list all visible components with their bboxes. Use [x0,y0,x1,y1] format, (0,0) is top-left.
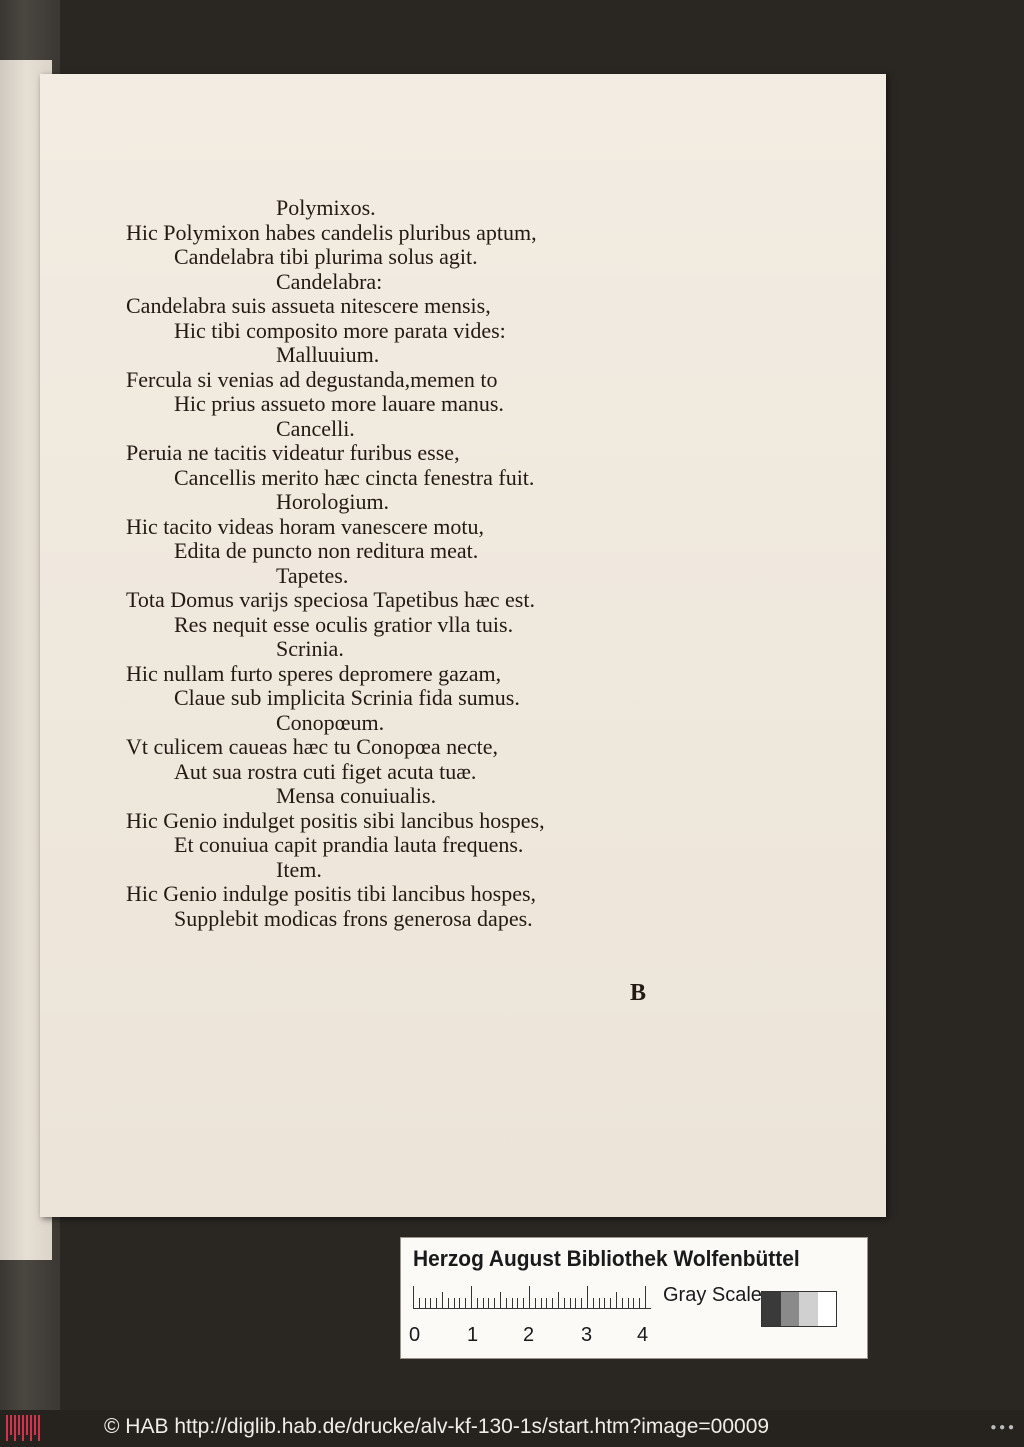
ruler-tick [454,1298,455,1308]
poem-heading: Polymixos. [276,195,376,220]
poem-line: Hic nullam furto speres depromere gazam, [126,660,502,686]
ruler-tick [523,1298,524,1308]
ruler-tick [448,1298,449,1308]
poem-line: Candelabra suis assueta nitescere mensis, [126,293,491,318]
poem-line: Vt culicem caueas hæc tu Conopœa necte, [126,734,499,759]
library-label [400,1237,868,1359]
ruler-tick [500,1292,501,1308]
ruler-tick [541,1298,542,1308]
ruler-tick [483,1298,484,1308]
gray-swatch [818,1292,837,1326]
ruler-tick [442,1292,443,1308]
ruler-tick [628,1298,629,1308]
poem-line: Supplebit modicas frons generosa dapes. [174,905,533,931]
poem-heading: Candelabra: [276,268,383,294]
ruler-tick [494,1298,495,1308]
ruler-number: 2 [523,1324,535,1346]
poem-heading: Scrinia. [276,636,344,661]
ruler-tick [506,1298,507,1308]
ruler-tick [616,1292,617,1308]
ruler-tick [546,1298,547,1308]
poem-line: Cancellis merito hæc cincta fenestra fuit. [174,464,535,490]
ruler-tick [552,1298,553,1308]
ruler-tick [622,1298,623,1308]
ruler-number: 4 [637,1324,649,1346]
logo-bar [6,1415,8,1441]
poem-line: Edita de puncto non reditura meat. [174,538,479,563]
ruler-tick [593,1298,594,1308]
poem-heading: Item. [276,856,322,882]
ruler-tick [558,1292,559,1308]
poem-line: Peruia ne tacitis videatur furibus esse, [126,440,460,465]
poem-line: Aut sua rostra cuti figet acuta tuæ. [174,758,477,784]
ruler-tick [604,1298,605,1308]
poem-line: Fercula si venias ad degustanda,memen to [126,366,498,392]
ruler-tick [465,1298,466,1308]
ruler-tick [610,1298,611,1308]
gray-swatch [762,1292,781,1326]
gray-swatch [781,1292,800,1326]
poem-heading: Malluuium. [276,342,380,367]
ruler-tick [535,1298,536,1308]
ruler-tick [633,1298,634,1308]
book-page [40,74,886,1217]
ruler-tick [488,1298,489,1308]
library-name: Herzog August Bibliothek Wolfenbüttel [413,1246,800,1271]
ruler-tick [512,1298,513,1308]
poem-text [126,196,686,931]
poem-line: Res nequit esse oculis gratior vlla tuis. [174,611,514,637]
ruler-tick [639,1298,640,1308]
ruler-tick [581,1298,582,1308]
footer-bar [0,1410,1024,1447]
logo-bar [34,1415,36,1435]
ruler-tick [413,1286,414,1308]
poem-heading: Cancelli. [276,415,355,441]
poem-line: Hic Genio indulget positis sibi lancibus hospes, [126,807,545,833]
logo-bar [22,1415,24,1441]
poem-line: Et conuiua capit prandia lauta frequens. [174,832,524,857]
ruler-tick [645,1286,646,1308]
poem-line: Claue sub implicita Scrinia fida sumus. [174,685,520,710]
gray-scale-swatches [761,1291,837,1327]
logo-bar [18,1415,20,1435]
poem-heading: Conopœum. [276,709,385,735]
ruler-number: 3 [581,1324,593,1346]
poem-heading: Tapetes. [276,562,349,588]
ruler-tick [471,1286,472,1308]
hab-logo-icon [6,1415,46,1441]
ruler-tick [430,1298,431,1308]
poem-line: Tota Domus varijs speciosa Tapetibus hæc est. [126,587,535,612]
ruler-tick [436,1298,437,1308]
ruler-tick [477,1298,478,1308]
logo-bar [14,1415,16,1441]
signature-mark: B [630,980,647,1006]
poem-line: Hic Genio indulge positis tibi lancibus hospes, [126,881,537,906]
poem-heading: Mensa conuiualis. [276,783,437,808]
ruler-tick [570,1298,571,1308]
logo-bar [26,1415,28,1435]
copyright-url[interactable]: © HAB http://diglib.hab.de/drucke/alv-kf-130-1s/start.htm?image=00009 [104,1415,770,1438]
ruler-tick [529,1286,530,1308]
poem-line: Candelabra tibi plurima solus agit. [174,244,478,269]
gray-scale-label: Gray Scale [663,1284,762,1306]
logo-bar [30,1415,32,1441]
logo-bar [38,1415,40,1441]
ruler-tick [564,1298,565,1308]
ruler-tick [599,1298,600,1308]
scale-ruler [413,1286,651,1309]
ruler-tick [517,1298,518,1308]
gray-swatch [799,1292,818,1326]
ruler-number: 0 [409,1324,421,1346]
poem-line: Hic prius assueto more lauare manus. [174,391,504,416]
ruler-tick [419,1298,420,1308]
poem-line: Hic tacito videas horam vanescere motu, [126,513,484,539]
ruler-number: 1 [467,1324,479,1346]
poem-line: Hic Polymixon habes candelis pluribus aptum, [126,219,537,245]
ruler-tick [425,1298,426,1308]
logo-bar [10,1415,12,1435]
poem-heading: Horologium. [276,489,390,514]
ruler-tick [587,1286,588,1308]
menu-dots-icon: ● ● ● [990,1422,1014,1433]
poem-line: Hic tibi composito more parata vides: [174,317,506,343]
ruler-tick [575,1298,576,1308]
ruler-tick [459,1298,460,1308]
